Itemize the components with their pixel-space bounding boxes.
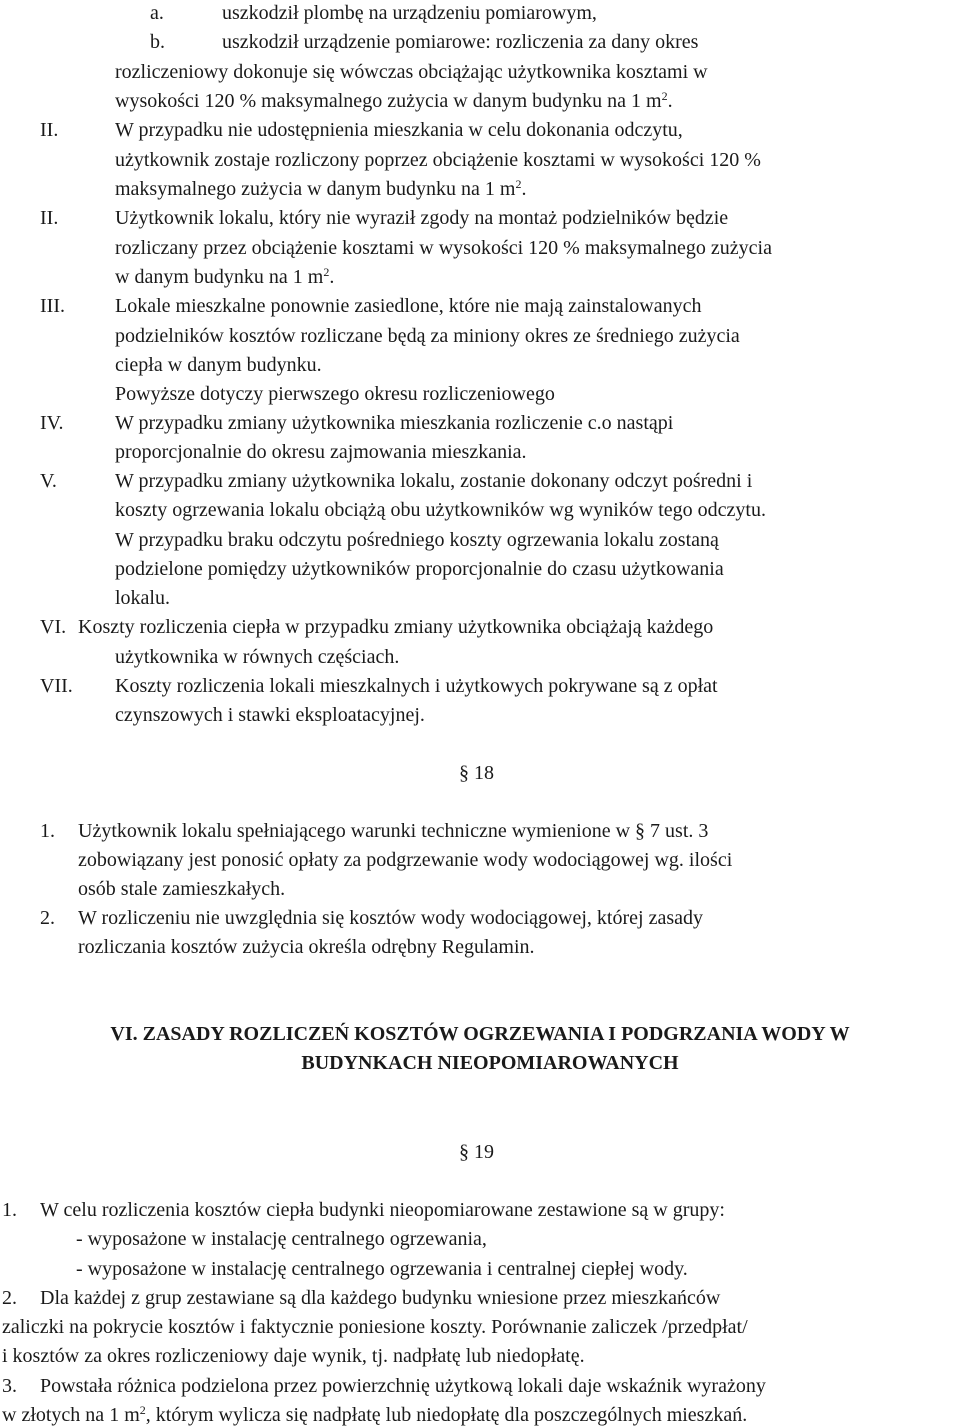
item-b-line: rozliczeniowy dokonuje się wówczas obciążając użytkownika kosztami w [115, 61, 708, 83]
paragraph-line: koszty ogrzewania lokalu obciążą obu użytkowników wg wyników tego odczytu. [115, 499, 766, 521]
list-line: zobowiązany jest ponosić opłaty za podgrzewanie wody wodociągowej wg. ilości [78, 849, 733, 871]
list-line: W celu rozliczenia kosztów ciepła budynki nieopomiarowane zestawione są w grupy: [40, 1199, 725, 1221]
section-heading: § 19 [459, 1141, 494, 1163]
paragraph-number: IV. [40, 412, 64, 434]
paragraph-line: lokalu. [115, 587, 170, 609]
paragraph-number: VII. [40, 675, 73, 697]
paragraph-line: Koszty rozliczenia lokali mieszkalnych i użytkowych pokrywane są z opłat [115, 675, 718, 697]
list-line: zaliczki na pokrycie kosztów i faktycznie poniesione koszty. Porównanie zaliczek /przedpłat/ [2, 1316, 748, 1338]
list-line: Powstała różnica podzielona przez powierzchnię użytkową lokali daje wskaźnik wyrażony [40, 1375, 766, 1397]
item-a-text: uszkodził plombę na urządzeniu pomiarowym, [222, 2, 597, 24]
list-line: osób stale zamieszkałych. [78, 878, 286, 900]
list-line: w złotych na 1 $m^2$, którym wylicza się nadpłatę lub niedopłatę dla poszczególnych mieszkań. [2, 1403, 748, 1426]
paragraph-number: V. [40, 470, 57, 492]
paragraph-number: III. [40, 295, 65, 317]
item-b-line: wysokości 120 % maksymalnego zużycia w danym budynku na 1 $m^2$. [115, 89, 673, 112]
paragraph-number: II. [40, 207, 59, 229]
item-b-line: uszkodził urządzenie pomiarowe: rozliczenia za dany okres [222, 31, 699, 53]
list-line: - wyposażone w instalację centralnego ogrzewania, [76, 1228, 487, 1250]
paragraph-line: Powyższe dotyczy pierwszego okresu rozliczeniowego [115, 383, 555, 405]
paragraph-line: użytkownika w równych częściach. [115, 646, 400, 668]
paragraph-line: czynszowych i stawki eksploatacyjnej. [115, 704, 425, 726]
paragraph-line: W przypadku zmiany użytkownika mieszkania rozliczenie c.o nastąpi [115, 412, 674, 434]
section-heading: § 18 [459, 762, 494, 784]
paragraph-line: proporcjonalnie do okresu zajmowania mieszkania. [115, 441, 527, 463]
paragraph-line: Użytkownik lokalu, który nie wyraził zgody na montaż podzielników będzie [115, 207, 729, 229]
paragraph-line: podzielone pomiędzy użytkowników proporcjonalnie do czasu użytkowania [115, 558, 724, 580]
paragraph-line: w danym budynku na 1 $m^2$. [115, 265, 335, 288]
item-a-label: a. [150, 2, 164, 24]
list-number: 3. [2, 1375, 17, 1397]
paragraph-number: VI. [40, 616, 67, 638]
paragraph-number: II. [40, 119, 59, 141]
paragraph-line: ciepła w danym budynku. [115, 354, 322, 376]
paragraph-line: rozliczany przez obciążenie kosztami w wysokości 120 % maksymalnego zużycia [115, 237, 772, 259]
paragraph-line: użytkownik zostaje rozliczony poprzez obciążenie kosztami w wysokości 120 % [115, 149, 761, 171]
list-line: Dla każdej z grup zestawiane są dla każdego budynku wniesione przez mieszkańców [40, 1287, 721, 1309]
paragraph-line: podzielników kosztów rozliczane będą za miniony okres ze średniego zużycia [115, 325, 740, 347]
paragraph-line: W przypadku braku odczytu pośredniego koszty ogrzewania lokalu zostaną [115, 529, 719, 551]
list-line: - wyposażone w instalację centralnego ogrzewania i centralnej ciepłej wody. [76, 1258, 688, 1280]
chapter-heading-line: VI. ZASADY ROZLICZEŃ KOSZTÓW OGRZEWANIA I PODGRZANIA WODY W [110, 1023, 850, 1045]
paragraph-line: maksymalnego zużycia w danym budynku na 1 $m^2$. [115, 177, 527, 200]
list-number: 2. [2, 1287, 17, 1309]
list-number: 1. [2, 1199, 17, 1221]
paragraph-line: Koszty rozliczenia ciepła w przypadku zmiany użytkownika obciążają każdego [78, 616, 714, 638]
paragraph-line: W przypadku nie udostępnienia mieszkania w celu dokonania odczytu, [115, 119, 683, 141]
list-number: 1. [40, 820, 55, 842]
item-b-label: b. [150, 31, 165, 53]
list-line: Użytkownik lokalu spełniającego warunki techniczne wymienione w § 7 ust. 3 [78, 820, 709, 842]
list-line: rozliczania kosztów zużycia określa odrębny Regulamin. [78, 936, 535, 958]
paragraph-line: Lokale mieszkalne ponownie zasiedlone, które nie mają zainstalowanych [115, 295, 702, 317]
list-line: i kosztów za okres rozliczeniowy daje wynik, tj. nadpłatę lub niedopłatę. [2, 1345, 585, 1367]
chapter-heading-line: BUDYNKACH NIEOPOMIAROWANYCH [301, 1052, 679, 1074]
list-line: W rozliczeniu nie uwzględnia się kosztów wody wodociągowej, której zasady [78, 907, 703, 929]
paragraph-line: W przypadku zmiany użytkownika lokalu, zostanie dokonany odczyt pośredni i [115, 470, 753, 492]
list-number: 2. [40, 907, 55, 929]
